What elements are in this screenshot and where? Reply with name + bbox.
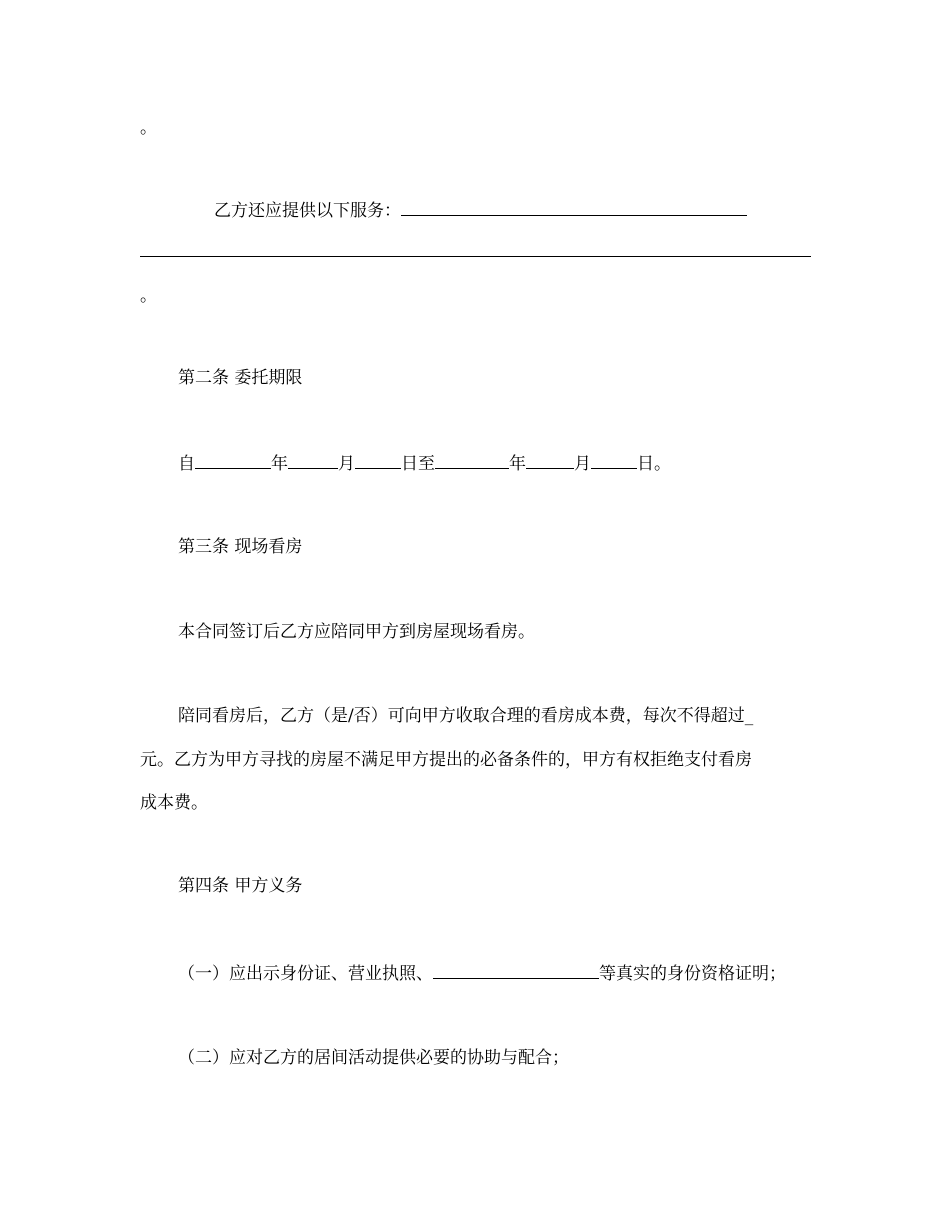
article-3-paragraph-2-line-3: 成本费。 xyxy=(140,793,208,813)
end-year-blank[interactable] xyxy=(435,452,509,469)
article-4-item-1 xyxy=(178,962,786,985)
sentence-end-mark-2: 。 xyxy=(140,286,157,306)
article-4-title: 第四条 甲方义务 xyxy=(178,876,303,896)
services-blank-continued[interactable] xyxy=(140,256,811,257)
article-3-paragraph-1: 本合同签订后乙方应陪同甲方到房屋现场看房。 xyxy=(178,622,535,642)
item-1-text-b: 等真实的身份资格证明； xyxy=(599,964,786,984)
start-month-blank[interactable] xyxy=(288,452,338,469)
services-label: 乙方还应提供以下服务： xyxy=(214,201,401,221)
article-3-paragraph-2-line-2: 元。乙方为甲方寻找的房屋不满足甲方提出的必备条件的，甲方有权拒绝支付看房 xyxy=(140,750,752,770)
year-label: 年 xyxy=(271,454,288,474)
start-day-blank[interactable] xyxy=(355,452,401,469)
services-blank[interactable] xyxy=(401,199,747,216)
month-label: 月 xyxy=(338,454,355,474)
identity-document-blank[interactable] xyxy=(433,962,599,979)
sentence-end-mark: 。 xyxy=(140,118,157,138)
year-label-2: 年 xyxy=(509,454,526,474)
services-line xyxy=(214,199,747,222)
term-from-label: 自 xyxy=(178,454,195,474)
start-year-blank[interactable] xyxy=(195,452,271,469)
article-3-paragraph-2-line-1: 陪同看房后，乙方（是/否）可向甲方收取合理的看房成本费，每次不得超过_ xyxy=(178,706,754,726)
article-2-title: 第二条 委托期限 xyxy=(178,368,303,388)
term-line xyxy=(178,452,671,475)
end-day-blank[interactable] xyxy=(591,452,637,469)
day-to-label: 日至 xyxy=(401,454,435,474)
article-4-item-2: （二）应对乙方的居间活动提供必要的协助与配合； xyxy=(178,1048,569,1068)
item-1-text-a: （一）应出示身份证、营业执照、 xyxy=(178,964,433,984)
article-3-title: 第三条 现场看房 xyxy=(178,537,303,557)
end-month-blank[interactable] xyxy=(526,452,574,469)
day-label-end: 日。 xyxy=(637,454,671,474)
month-label-2: 月 xyxy=(574,454,591,474)
